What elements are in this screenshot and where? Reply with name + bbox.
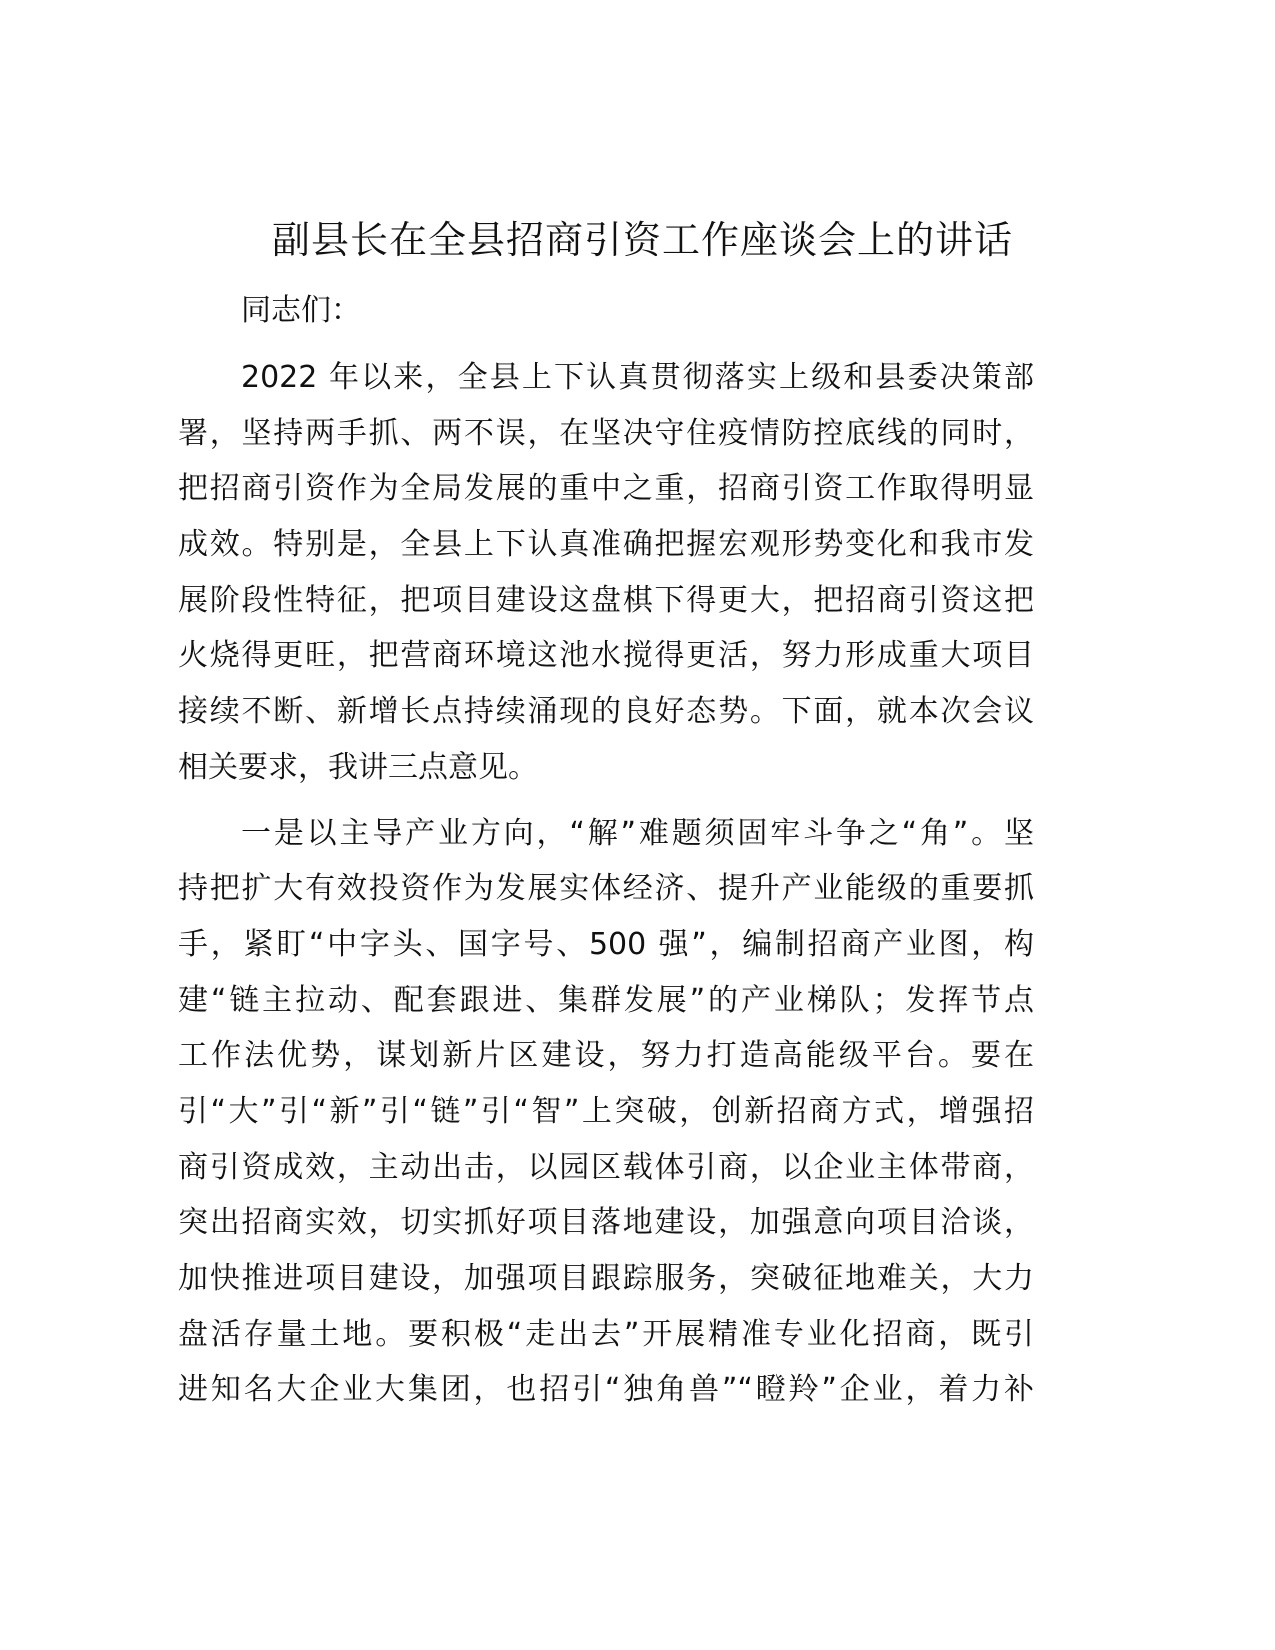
- paragraph-line: 突出招商实效，切实抓好项目落地建设，加强意向项目洽谈，: [178, 1205, 1034, 1241]
- paragraph-line: 持把扩大有效投资作为发展实体经济、提升产业能级的重要抓: [178, 871, 1034, 907]
- paragraph-line: 工作法优势，谋划新片区建设，努力打造高能级平台。要在: [178, 1038, 1034, 1074]
- paragraph-line: 手，紧盯“中字头、国字号、500 强”，编制招商产业图，构: [178, 926, 1034, 962]
- paragraph-line: 火烧得更旺，把营商环境这池水搅得更活，努力形成重大项目: [178, 638, 1034, 674]
- paragraph-line: 署，坚持两手抓、两不误，在坚决守住疫情防控底线的同时，: [178, 415, 1034, 451]
- paragraph-2: [178, 806, 1034, 1419]
- salutation: 同志们：: [241, 293, 361, 328]
- paragraph-line: 把招商引资作为全局发展的重中之重，招商引资工作取得明显: [178, 471, 1034, 507]
- paragraph-line: 展阶段性特征，把项目建设这盘棋下得更大，把招商引资这把: [178, 582, 1034, 618]
- paragraph-line: 成效。特别是，全县上下认真准确把握宏观形势变化和我市发: [178, 527, 1034, 563]
- document-title: 副县长在全县招商引资工作座谈会上的讲话: [271, 218, 1013, 262]
- paragraph-line: 商引资成效，主动出击，以园区载体引商，以企业主体带商，: [178, 1149, 1034, 1185]
- paragraph-line: 进知名大企业大集团，也招引“独角兽”“瞪羚”企业，着力补: [178, 1372, 1034, 1408]
- paragraph-1: [178, 350, 1034, 796]
- paragraph-line: 相关要求，我讲三点意见。: [178, 749, 538, 785]
- paragraph-line: 建“链主拉动、配套跟进、集群发展”的产业梯队；发挥节点: [178, 982, 1034, 1018]
- paragraph-line: 加快推进项目建设，加强项目跟踪服务，突破征地难关，大力: [178, 1261, 1034, 1296]
- document-body: [178, 350, 1034, 1418]
- paragraph-line: 一是以主导产业方向，“解”难题须固牢斗争之“角”。坚: [241, 815, 1034, 851]
- paragraph-line: 引“大”引“新”引“链”引“智”上突破，创新招商方式，增强招: [178, 1093, 1034, 1129]
- paragraph-line: 盘活存量土地。要积极“走出去”开展精准专业化招商，既引: [178, 1316, 1034, 1352]
- paragraph-line: 接续不断、新增长点持续涌现的良好态势。下面，就本次会议: [178, 694, 1034, 730]
- paragraph-line: 2022 年以来，全县上下认真贯彻落实上级和县委决策部: [241, 360, 1034, 395]
